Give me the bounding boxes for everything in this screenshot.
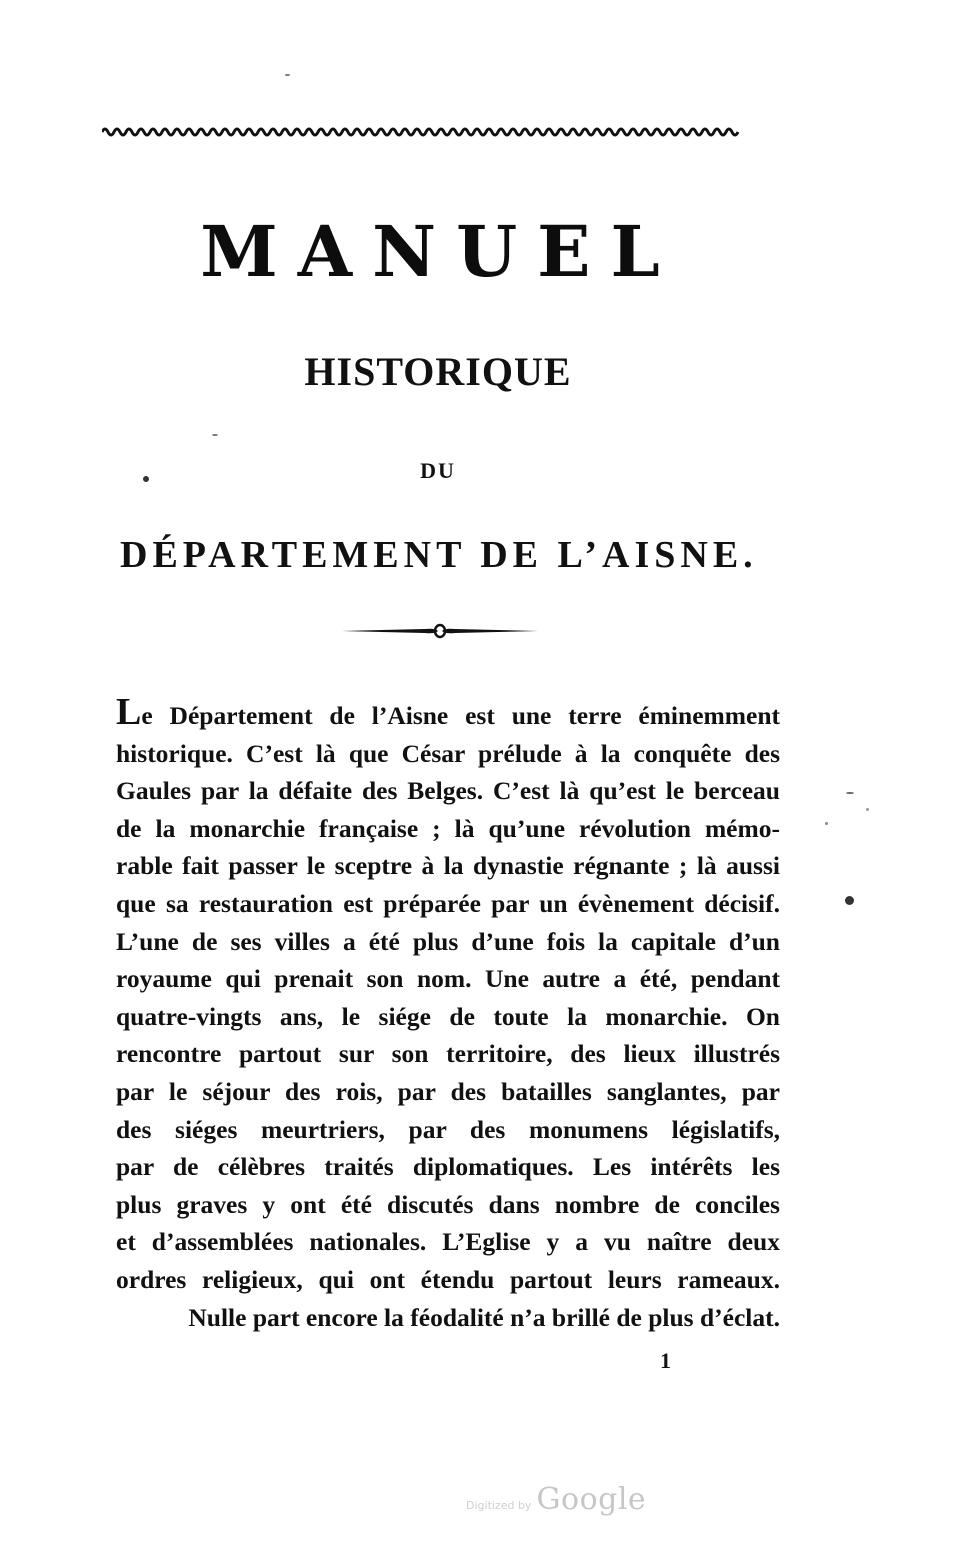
scan-speck (212, 434, 218, 436)
body-paragraph (116, 691, 780, 1336)
body-line-8: royaume qui prenait son nom. Une autre a été, pendant (116, 964, 780, 994)
drop-cap: L (116, 691, 142, 733)
body-line-4: de la monarchie française ; là qu’une révolution mémo- (116, 813, 780, 843)
top-ornamental-rule (102, 124, 752, 140)
body-line-15: et d’assemblées nationales. L’Eglise y a vu naître deux (116, 1227, 780, 1257)
body-line-9: quatre-vingts ans, le siége de toute la monarchie. On (116, 1001, 780, 1031)
body-line-14: plus graves y ont été discutés dans nombre de conciles (116, 1189, 780, 1219)
section-ornament (340, 622, 540, 640)
scan-speck (845, 896, 854, 905)
body-line-10: rencontre partout sur son territoire, des lieux illustrés (116, 1039, 780, 1069)
title-department: DÉPARTEMENT DE L’AISNE. (120, 534, 758, 576)
body-line-12: des siéges meurtriers, par des monumens législatifs, (116, 1114, 780, 1144)
title-subtitle: HISTORIQUE (304, 349, 572, 394)
digitization-watermark (466, 1482, 646, 1522)
page-number: 1 (660, 1348, 671, 1373)
scan-speck (866, 808, 869, 811)
scan-speck (285, 74, 290, 76)
body-line-3: Gaules par la défaite des Belges. C’est là qu’est le berceau (116, 776, 780, 806)
body-line-1-text: e Département de l’Aisne est une terre éminemment (141, 701, 780, 730)
scan-speck (825, 822, 828, 825)
body-line-13: par de célèbres traités diplomatiques. Les intérêts les (116, 1152, 780, 1182)
watermark-brand: Google (536, 1482, 647, 1517)
body-line-5: rable fait passer le sceptre à la dynastie régnante ; là aussi (116, 851, 780, 881)
scan-speck (846, 792, 854, 794)
watermark-prefix: Digitized by (466, 1499, 532, 1512)
body-line-16: ordres religieux, qui ont étendu partout leurs rameaux. (116, 1264, 780, 1294)
body-line-17: Nulle part encore la féodalité n’a brillé de plus d’éclat. (188, 1302, 780, 1332)
body-line-2: historique. C’est là que César prélude à la conquête des (116, 738, 780, 768)
body-line-6: que sa restauration est préparée par un évènement décisif. (116, 888, 780, 918)
body-line-7: L’une de ses villes a été plus d’une fois la capitale d’un (116, 926, 780, 956)
scan-speck (143, 476, 149, 482)
body-line-11: par le séjour des rois, par des batailles sanglantes, par (116, 1076, 780, 1106)
body-line-1 (116, 691, 780, 735)
title-connector: DU (420, 458, 456, 483)
title-main: MANUEL (200, 210, 680, 293)
